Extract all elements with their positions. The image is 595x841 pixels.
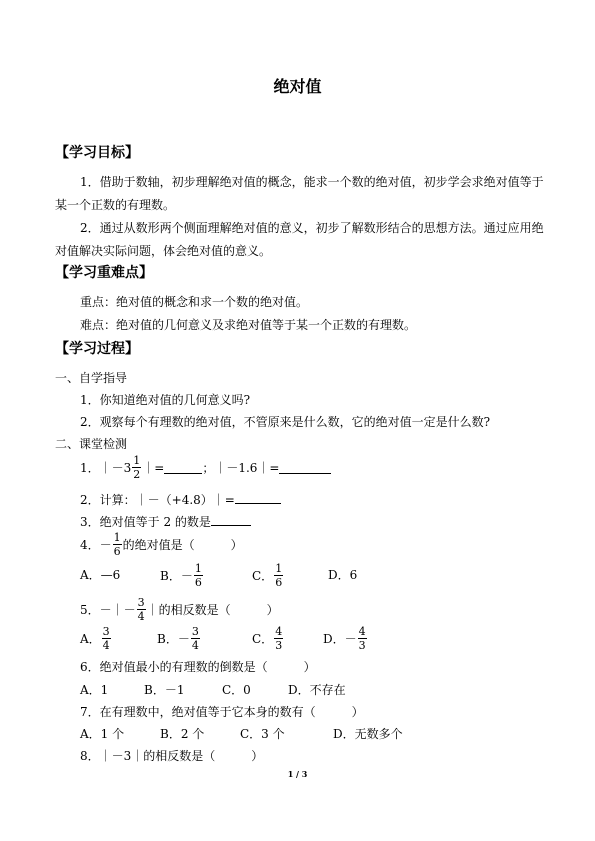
question-5-suffix: ｜的相反数是（ ） — [146, 602, 279, 617]
question-4-option-b — [160, 563, 204, 588]
fraction-numerator: 3 — [137, 596, 145, 609]
option-label: B．－ — [160, 568, 193, 583]
fraction-numerator: 3 — [191, 625, 199, 638]
question-4-option-a: A．—6 — [80, 568, 121, 582]
question-4-suffix: 的绝对值是（ ） — [122, 537, 243, 552]
section-heading-key-points: 【学习重难点】 — [55, 265, 153, 281]
fraction-denominator: 3 — [275, 639, 283, 652]
section-heading-process: 【学习过程】 — [55, 341, 139, 357]
question-6: 6．绝对值最小的有理数的倒数是（ ） — [80, 660, 316, 674]
option-fraction — [191, 626, 200, 651]
page-number: 1 / 3 — [287, 769, 308, 779]
goal-1-line-1: 1．借助于数轴，初步理解绝对值的概念，能求一个数的绝对值，初步学会求绝对值等于 — [80, 175, 544, 189]
option-label: B．－ — [157, 631, 190, 646]
fraction-three-quarters — [137, 597, 146, 622]
question-1 — [80, 455, 331, 480]
question-5 — [80, 597, 279, 622]
fraction-numerator: 1 — [133, 454, 141, 467]
question-7-option-b: B．2 个 — [160, 727, 205, 741]
fraction-numerator: 1 — [194, 562, 202, 575]
fraction-denominator: 3 — [358, 639, 366, 652]
question-3 — [80, 514, 251, 528]
fraction-denominator: 6 — [113, 545, 121, 558]
question-4 — [80, 532, 243, 557]
fraction-denominator: 6 — [194, 576, 202, 589]
question-6-option-d: D．不存在 — [288, 683, 346, 697]
fraction-denominator: 6 — [275, 576, 283, 589]
fraction-denominator: 4 — [137, 610, 145, 623]
fraction-one-half — [132, 455, 141, 480]
option-fraction — [102, 626, 111, 651]
self-study-heading: 一、自学指导 — [55, 371, 128, 385]
fraction-numerator: 4 — [275, 625, 283, 638]
fraction-denominator: 4 — [102, 639, 110, 652]
fraction-numerator: 4 — [358, 625, 366, 638]
fraction-one-sixth — [113, 532, 122, 557]
question-3-text: 3．绝对值等于 2 的数是 — [80, 515, 211, 529]
question-7-option-c: C．3 个 — [240, 727, 285, 741]
self-study-question-1: 1．你知道绝对值的几何意义吗? — [80, 393, 251, 407]
fraction-denominator: 4 — [191, 639, 199, 652]
option-fraction — [194, 563, 203, 588]
fraction-numerator: 1 — [275, 562, 283, 575]
fraction-numerator: 1 — [113, 531, 121, 544]
answer-blank-1b[interactable] — [279, 462, 331, 474]
question-1-separator: ；｜－1.6｜= — [202, 460, 280, 475]
option-label: C． — [252, 631, 274, 646]
question-7-option-a: A．1 个 — [80, 727, 125, 741]
section-heading-goals: 【学习目标】 — [55, 145, 139, 161]
self-study-question-2: 2．观察每个有理数的绝对值，不管原来是什么数，它的绝对值一定是什么数? — [80, 415, 491, 429]
option-label: C． — [252, 568, 274, 583]
goal-2-line-2: 对值解决实际问题，体会绝对值的意义。 — [55, 244, 272, 258]
difficult-point: 难点：绝对值的几何意义及求绝对值等于某一个正数的有理数。 — [80, 318, 417, 332]
question-8: 8．｜－3｜的相反数是（ ） — [80, 749, 264, 763]
question-6-option-c: C．0 — [222, 683, 251, 697]
question-5-option-d — [323, 626, 368, 651]
question-5-option-c — [252, 626, 284, 651]
option-label: D．－ — [323, 631, 357, 646]
question-7: 7．在有理数中，绝对值等于它本身的数有（ ） — [80, 705, 364, 719]
answer-blank-2[interactable] — [235, 492, 281, 504]
goal-2-line-1: 2．通过从数形两个侧面理解绝对值的意义，初步了解数形结合的思想方法。通过应用绝 — [80, 221, 544, 235]
option-label: A． — [80, 631, 101, 646]
option-fraction — [274, 626, 283, 651]
question-2 — [80, 492, 281, 506]
goal-1-line-2: 某一个正数的有理数。 — [55, 198, 176, 212]
question-1-prefix: 1．｜－3 — [80, 460, 132, 475]
answer-blank-3[interactable] — [211, 514, 251, 526]
question-4-option-c — [252, 563, 284, 588]
page-title: 绝对值 — [273, 77, 322, 96]
question-6-option-b: B．－1 — [144, 683, 185, 697]
key-point: 重点：绝对值的概念和求一个数的绝对值。 — [80, 295, 309, 309]
option-fraction — [358, 626, 367, 651]
question-7-option-d: D．无数多个 — [333, 727, 403, 741]
question-5-option-a — [80, 626, 112, 651]
question-4-option-d: D．6 — [328, 568, 358, 582]
question-5-prefix: 5．－｜－ — [80, 602, 136, 617]
fraction-numerator: 3 — [102, 625, 110, 638]
answer-blank-1a[interactable] — [164, 462, 202, 474]
question-2-text: 2．计算：｜－（+4.8）｜= — [80, 493, 235, 507]
question-5-option-b — [157, 626, 201, 651]
question-4-prefix: 4．－ — [80, 537, 112, 552]
fraction-denominator: 2 — [133, 468, 141, 481]
question-6-option-a: A．1 — [80, 683, 109, 697]
question-1-mid: ｜= — [142, 460, 165, 475]
classroom-test-heading: 二、课堂检测 — [55, 437, 128, 451]
option-fraction — [274, 563, 283, 588]
